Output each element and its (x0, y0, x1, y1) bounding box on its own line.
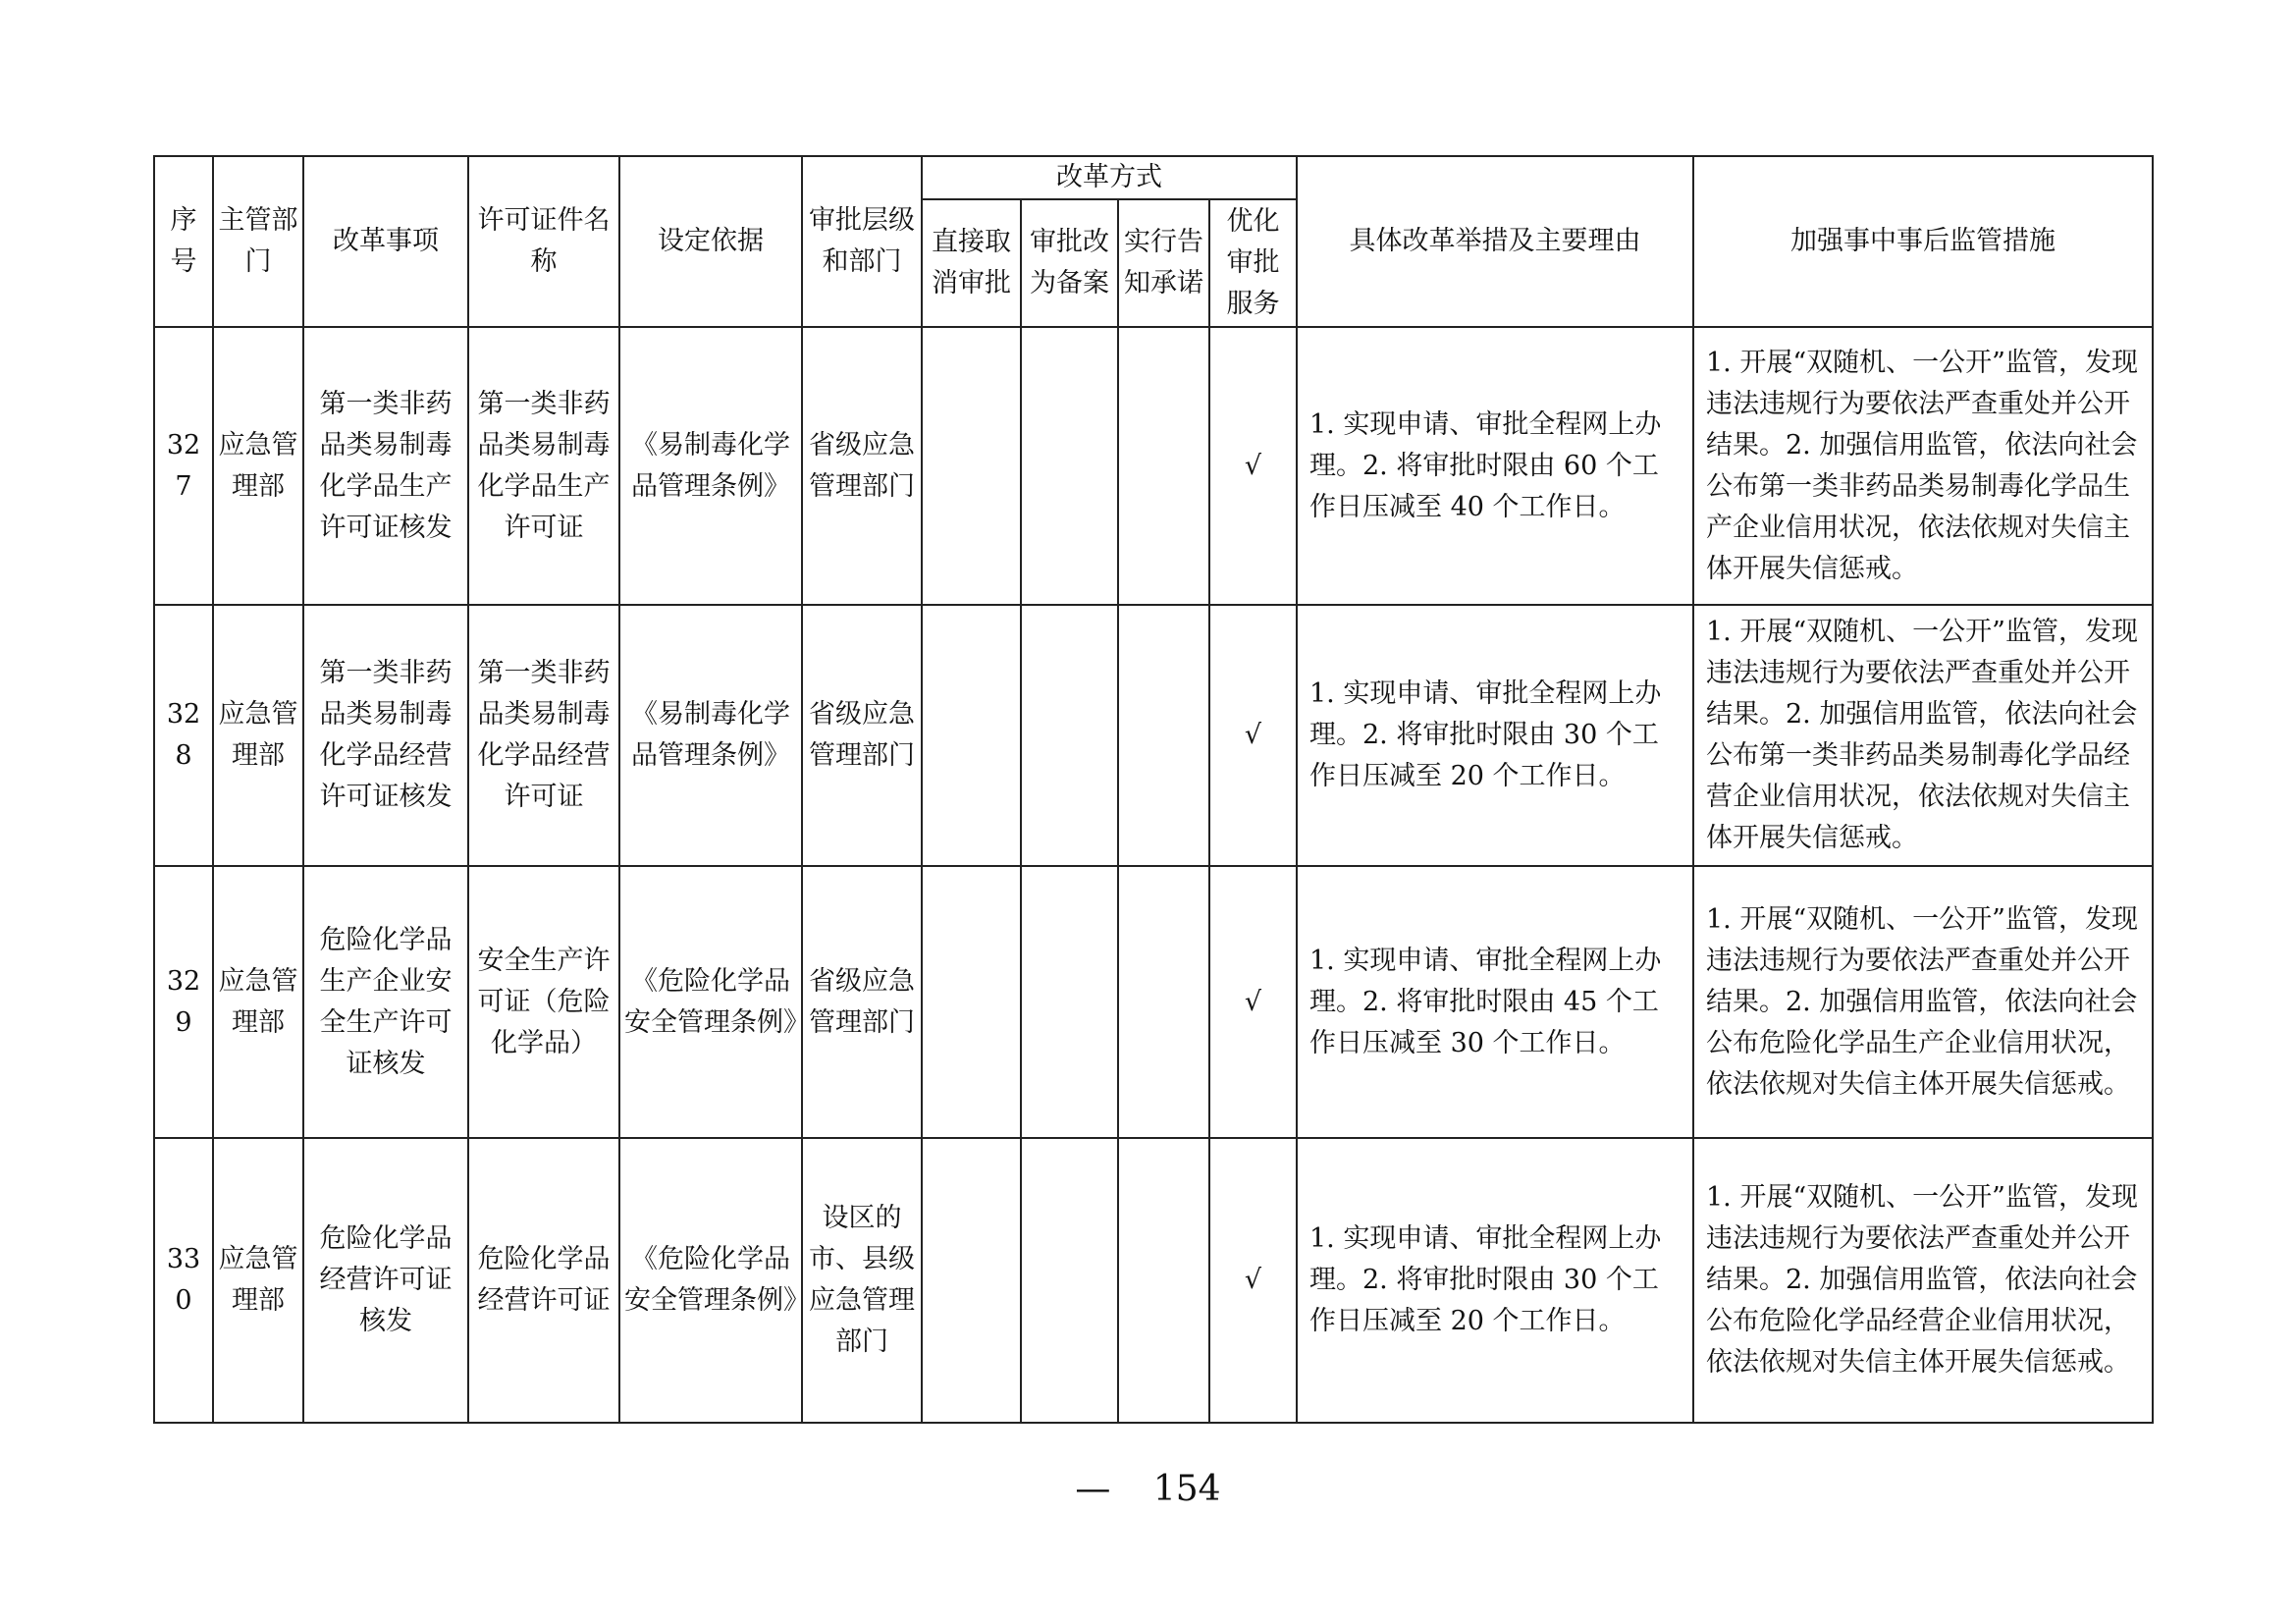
cell-level: 省级应急管理部门 (802, 866, 922, 1138)
cell-mode-cancel (922, 605, 1021, 866)
check-mark: √ (1209, 327, 1297, 605)
table-row (154, 1138, 2153, 1423)
header-item: 改革事项 (303, 156, 468, 327)
check-mark: √ (1209, 605, 1297, 866)
cell-mode-notify (1118, 1138, 1209, 1423)
cell-basis: 《易制毒化学品管理条例》 (619, 605, 802, 866)
cell-mode-record (1021, 605, 1118, 866)
header-reform-mode: 改革方式 (922, 156, 1297, 199)
cell-measures: 1. 实现申请、审批全程网上办理。2. 将审批时限由 60 个工作日压减至 40 个工作日。 (1297, 327, 1693, 605)
header-basis: 设定依据 (619, 156, 802, 327)
cell-seq: 330 (154, 1138, 213, 1423)
header-row-top (154, 156, 2153, 199)
cell-supervision: 1. 开展“双随机、一公开”监管，发现违法违规行为要依法严查重处并公开结果。2. 加强信用监管，依法向社会公布第一类非药品类易制毒化学品生产企业信用状况，依法依规对失信主体开展失信惩戒。 (1693, 327, 2153, 605)
reform-table (153, 155, 2154, 1424)
cell-seq: 328 (154, 605, 213, 866)
cell-mode-notify (1118, 605, 1209, 866)
cell-mode-cancel (922, 866, 1021, 1138)
cell-basis: 《危险化学品安全管理条例》 (619, 1138, 802, 1423)
header-mode-cancel: 直接取消审批 (922, 199, 1021, 327)
table-row (154, 327, 2153, 605)
cell-item: 危险化学品生产企业安全生产许可证核发 (303, 866, 468, 1138)
header-mode-notify: 实行告知承诺 (1118, 199, 1209, 327)
cell-dept: 应急管理部 (213, 605, 303, 866)
check-mark: √ (1209, 1138, 1297, 1423)
cell-license: 危险化学品经营许可证 (468, 1138, 619, 1423)
footer-dash: — (1075, 1469, 1111, 1509)
cell-mode-notify (1118, 866, 1209, 1138)
cell-item: 第一类非药品类易制毒化学品经营许可证核发 (303, 605, 468, 866)
cell-mode-cancel (922, 1138, 1021, 1423)
cell-mode-record (1021, 866, 1118, 1138)
header-mode-optimize: 优化审批服务 (1209, 199, 1297, 327)
cell-license: 安全生产许可证（危险化学品） (468, 866, 619, 1138)
header-level: 审批层级和部门 (802, 156, 922, 327)
cell-seq: 329 (154, 866, 213, 1138)
cell-measures: 1. 实现申请、审批全程网上办理。2. 将审批时限由 45 个工作日压减至 30 个工作日。 (1297, 866, 1693, 1138)
cell-level: 设区的市、县级应急管理部门 (802, 1138, 922, 1423)
cell-seq: 327 (154, 327, 213, 605)
cell-mode-record (1021, 1138, 1118, 1423)
table-row (154, 605, 2153, 866)
header-mode-record: 审批改为备案 (1021, 199, 1118, 327)
check-mark: √ (1209, 866, 1297, 1138)
header-license: 许可证件名称 (468, 156, 619, 327)
cell-supervision: 1. 开展“双随机、一公开”监管，发现违法违规行为要依法严查重处并公开结果。2. 加强信用监管，依法向社会公布危险化学品经营企业信用状况，依法依规对失信主体开展失信惩戒。 (1693, 1138, 2153, 1423)
cell-license: 第一类非药品类易制毒化学品经营许可证 (468, 605, 619, 866)
cell-supervision: 1. 开展“双随机、一公开”监管，发现违法违规行为要依法严查重处并公开结果。2. 加强信用监管，依法向社会公布第一类非药品类易制毒化学品经营企业信用状况，依法依规对失信主体开展失信惩戒。 (1693, 605, 2153, 866)
cell-level: 省级应急管理部门 (802, 605, 922, 866)
cell-basis: 《危险化学品安全管理条例》 (619, 866, 802, 1138)
cell-item: 第一类非药品类易制毒化学品生产许可证核发 (303, 327, 468, 605)
cell-measures: 1. 实现申请、审批全程网上办理。2. 将审批时限由 30 个工作日压减至 20 个工作日。 (1297, 605, 1693, 866)
cell-dept: 应急管理部 (213, 866, 303, 1138)
cell-dept: 应急管理部 (213, 1138, 303, 1423)
cell-item: 危险化学品经营许可证核发 (303, 1138, 468, 1423)
cell-level: 省级应急管理部门 (802, 327, 922, 605)
table-row (154, 866, 2153, 1138)
header-measures: 具体改革举措及主要理由 (1297, 156, 1693, 327)
cell-license: 第一类非药品类易制毒化学品生产许可证 (468, 327, 619, 605)
page-footer (0, 1469, 2296, 1509)
header-supervision: 加强事中事后监管措施 (1693, 156, 2153, 327)
cell-measures: 1. 实现申请、审批全程网上办理。2. 将审批时限由 30 个工作日压减至 20 个工作日。 (1297, 1138, 1693, 1423)
cell-mode-cancel (922, 327, 1021, 605)
cell-basis: 《易制毒化学品管理条例》 (619, 327, 802, 605)
cell-mode-record (1021, 327, 1118, 605)
page-number: 154 (1152, 1469, 1221, 1509)
header-seq: 序号 (154, 156, 213, 327)
cell-dept: 应急管理部 (213, 327, 303, 605)
header-dept: 主管部门 (213, 156, 303, 327)
cell-supervision: 1. 开展“双随机、一公开”监管，发现违法违规行为要依法严查重处并公开结果。2. 加强信用监管，依法向社会公布危险化学品生产企业信用状况，依法依规对失信主体开展失信惩戒。 (1693, 866, 2153, 1138)
cell-mode-notify (1118, 327, 1209, 605)
